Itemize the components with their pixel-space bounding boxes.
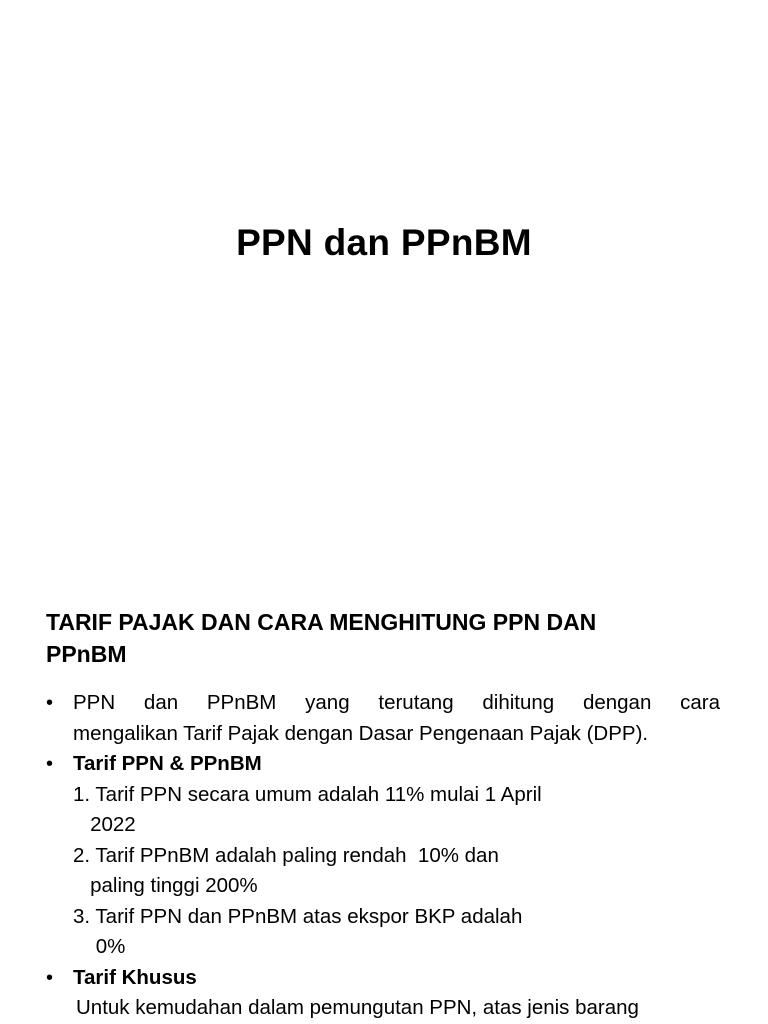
bullet-dot-icon: • [46, 753, 54, 775]
sub-item-3-line-1: 3. Tarif PPN dan PPnBM atas ekspor BKP adalah [73, 904, 523, 928]
section-heading-line-2: PPnBM [46, 641, 127, 667]
sub-item-1 [46, 780, 720, 841]
sub-item-2 [46, 841, 720, 902]
sub-item-1-line-2: 2022 [73, 813, 136, 836]
bullet-list [46, 688, 720, 1024]
bullet-text-line-1: PPN dan PPnBM yang terutang dihitung dengan cara [73, 691, 720, 714]
bullet-label-tarif: Tarif PPN & PPnBM [73, 752, 262, 775]
sub-item-2-line-1: 2. Tarif PPnBM adalah paling rendah 10% dan [73, 843, 499, 867]
bullet-text-line-2: mengalikan Tarif Pajak dengan Dasar Pengenaan Pajak (DPP). [73, 721, 649, 745]
bullet-item-tarif [46, 749, 720, 780]
bullet-dot-icon: • [46, 966, 54, 989]
bullet-item-tarif-khusus [46, 963, 720, 994]
tarif-khusus-text: Untuk kemudahan dalam pemungutan PPN, atas jenis barang [76, 996, 639, 1019]
sub-item-3-line-2: 0% [73, 935, 126, 958]
bullet-label-tarif-khusus: Tarif Khusus [73, 965, 197, 989]
slide-title: PPN dan PPnBM [236, 222, 532, 263]
sub-item-3 [46, 902, 720, 963]
bullet-dot-icon: • [46, 692, 54, 714]
sub-item-1-line-1: 1. Tarif PPN secara umum adalah 11% mulai 1 April [73, 782, 542, 806]
sub-item-2-line-2: paling tinggi 200% [73, 874, 258, 897]
section-heading-line-1: TARIF PAJAK DAN CARA MENGHITUNG PPN DAN [46, 609, 597, 635]
section-heading [46, 606, 726, 670]
bullet-item-dpp [46, 688, 720, 749]
content-slide [0, 580, 768, 1024]
